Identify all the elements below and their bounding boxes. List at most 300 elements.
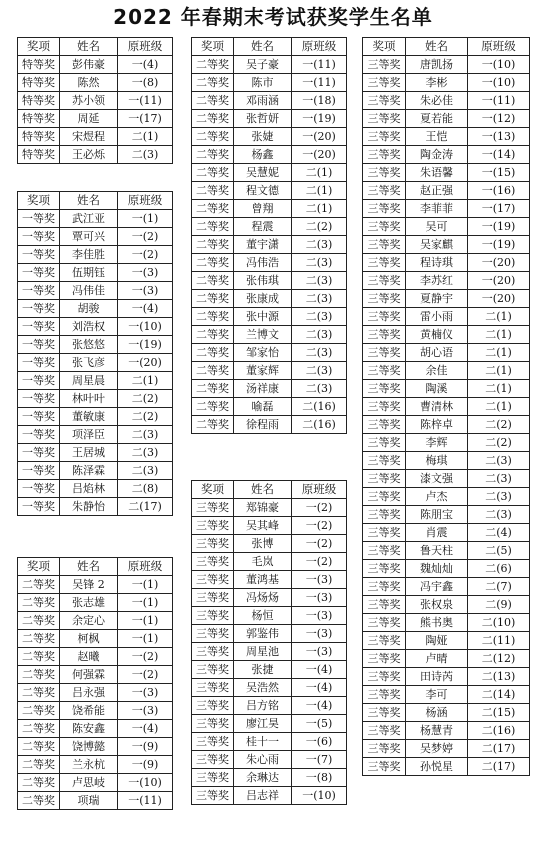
award-cell: 二等奖 [18,594,60,612]
award-cell: 三等奖 [363,578,406,596]
name-cell: 吴家麒 [406,236,468,254]
table-row [18,594,173,612]
award-cell: 三等奖 [363,110,406,128]
class-cell: 一(4) [292,697,347,715]
table-row [363,218,530,236]
name-cell: 程诗琪 [406,254,468,272]
table-row [18,612,173,630]
award-cell: 二等奖 [192,200,234,218]
class-cell: 一(17) [468,200,530,218]
table-row [363,632,530,650]
award-cell: 三等奖 [192,661,234,679]
name-cell: 陶金涛 [406,146,468,164]
award-cell: 二等奖 [18,792,60,810]
name-cell: 张志雄 [60,594,118,612]
name-cell: 李菲菲 [406,200,468,218]
name-cell: 陈朋宝 [406,506,468,524]
name-cell: 陈梓卓 [406,416,468,434]
table-row [18,246,173,264]
table-row [363,326,530,344]
award-cell: 二等奖 [18,720,60,738]
award-cell: 二等奖 [192,182,234,200]
name-header: 姓名 [234,38,292,56]
award-cell: 三等奖 [363,380,406,398]
table-row [192,416,347,434]
class-cell: 二(1) [468,362,530,380]
table-row [192,272,347,290]
class-cell: 一(3) [292,589,347,607]
table-row [18,56,173,74]
award-cell: 三等奖 [363,182,406,200]
class-cell: 一(3) [292,571,347,589]
class-cell: 二(16) [292,398,347,416]
table-row [18,264,173,282]
award-cell: 二等奖 [18,630,60,648]
name-cell: 冯宇鑫 [406,578,468,596]
award-cell: 三等奖 [363,128,406,146]
class-cell: 二(17) [118,498,173,516]
name-cell: 李可 [406,686,468,704]
table-row [18,390,173,408]
class-cell: 一(3) [118,282,173,300]
class-cell: 一(9) [118,738,173,756]
table-row [18,756,173,774]
class-cell: 二(17) [468,758,530,776]
table-row [192,236,347,254]
award-cell: 三等奖 [363,434,406,452]
name-cell: 项泽臣 [60,426,118,444]
award-cell: 三等奖 [192,589,234,607]
name-cell: 覃可兴 [60,228,118,246]
class-cell: 二(3) [118,462,173,480]
class-cell: 一(11) [118,792,173,810]
award-cell: 三等奖 [363,146,406,164]
table-row [192,326,347,344]
table-row [192,679,347,697]
class-cell: 一(1) [118,594,173,612]
award-cell: 三等奖 [363,506,406,524]
table-header-row [18,192,173,210]
name-cell: 柯枫 [60,630,118,648]
award-cell: 一等奖 [18,264,60,282]
award-cell: 三等奖 [363,758,406,776]
award-cell: 二等奖 [18,648,60,666]
class-cell: 二(3) [292,362,347,380]
table-header-row [363,38,530,56]
class-cell: 一(2) [292,517,347,535]
table-row [192,499,347,517]
award-cell: 三等奖 [363,488,406,506]
name-cell: 张悠悠 [60,336,118,354]
award-cell: 三等奖 [363,524,406,542]
class-cell: 一(9) [118,756,173,774]
class-cell: 二(6) [468,560,530,578]
award-cell: 三等奖 [192,679,234,697]
award-cell: 三等奖 [363,704,406,722]
class-cell: 一(19) [118,336,173,354]
table-row [363,290,530,308]
table-row [18,702,173,720]
class-cell: 二(3) [292,380,347,398]
class-cell: 二(3) [468,506,530,524]
class-cell: 一(20) [292,128,347,146]
name-cell: 饶博懿 [60,738,118,756]
class-cell: 一(4) [118,56,173,74]
award-cell: 二等奖 [192,56,234,74]
table-row [18,146,173,164]
name-cell: 吴可 [406,218,468,236]
table-row [192,146,347,164]
name-cell: 吴慧妮 [234,164,292,182]
table-row [192,362,347,380]
table-row [192,164,347,182]
name-cell: 冯伟浩 [234,254,292,272]
table-row [18,498,173,516]
name-cell: 汤祥康 [234,380,292,398]
table-row [18,228,173,246]
name-cell: 郑锦豪 [234,499,292,517]
table-row [363,506,530,524]
name-cell: 吕志祥 [234,787,292,805]
table-row [192,661,347,679]
award-cell: 三等奖 [363,416,406,434]
table-row [192,200,347,218]
class-header: 原班级 [118,192,173,210]
award-header: 奖项 [18,192,60,210]
award-cell: 三等奖 [363,398,406,416]
award-cell: 三等奖 [363,722,406,740]
award-cell: 二等奖 [192,236,234,254]
name-cell: 夏静宇 [406,290,468,308]
award-cell: 三等奖 [192,769,234,787]
table-row [363,758,530,776]
class-cell: 二(3) [118,426,173,444]
table-row [192,110,347,128]
name-cell: 陈泽霖 [60,462,118,480]
class-cell: 二(3) [292,344,347,362]
award-cell: 三等奖 [363,236,406,254]
class-cell: 二(14) [468,686,530,704]
class-cell: 一(10) [292,787,347,805]
award-cell: 一等奖 [18,444,60,462]
award-cell: 二等奖 [18,612,60,630]
award-cell: 二等奖 [192,308,234,326]
table-row [363,542,530,560]
table-row [18,648,173,666]
name-cell: 冯伟佳 [60,282,118,300]
class-cell: 一(19) [468,236,530,254]
award-cell: 一等奖 [18,246,60,264]
class-cell: 一(11) [292,74,347,92]
award-cell: 二等奖 [192,380,234,398]
table-row [192,697,347,715]
class-cell: 一(3) [118,702,173,720]
award-cell: 三等奖 [363,164,406,182]
award-cell: 三等奖 [192,733,234,751]
table-row [363,614,530,632]
class-cell: 二(1) [118,372,173,390]
name-cell: 伍期钰 [60,264,118,282]
award-cell: 二等奖 [192,74,234,92]
name-cell: 冯炀炀 [234,589,292,607]
award-cell: 三等奖 [363,92,406,110]
award-cell: 一等奖 [18,498,60,516]
table-row [18,282,173,300]
table-row [363,164,530,182]
name-cell: 喻磊 [234,398,292,416]
award-cell: 三等奖 [363,74,406,92]
table-row [192,553,347,571]
class-cell: 二(15) [468,704,530,722]
name-cell: 曾翔 [234,200,292,218]
name-cell: 赵正强 [406,182,468,200]
table-row [192,715,347,733]
class-cell: 一(17) [118,110,173,128]
name-cell: 梅琪 [406,452,468,470]
name-cell: 张博 [234,535,292,553]
award-cell: 二等奖 [192,164,234,182]
name-cell: 林叶叶 [60,390,118,408]
name-cell: 程文德 [234,182,292,200]
class-cell: 一(10) [118,774,173,792]
table-row [18,372,173,390]
award-cell: 二等奖 [18,738,60,756]
award-cell: 三等奖 [363,614,406,632]
table-row [18,110,173,128]
name-cell: 曹清林 [406,398,468,416]
class-cell: 二(1) [292,200,347,218]
name-cell: 吴浩然 [234,679,292,697]
award-cell: 二等奖 [192,110,234,128]
class-cell: 二(2) [118,390,173,408]
award-cell: 三等奖 [363,452,406,470]
table-row [192,308,347,326]
name-cell: 吴其峰 [234,517,292,535]
name-cell: 陈然 [60,74,118,92]
award-cell: 特等奖 [18,74,60,92]
table-row [363,200,530,218]
class-cell: 一(2) [292,499,347,517]
award-cell: 三等奖 [363,632,406,650]
name-cell: 胡骏 [60,300,118,318]
name-cell: 张中源 [234,308,292,326]
name-cell: 魏灿灿 [406,560,468,578]
name-cell: 刘浩权 [60,318,118,336]
name-cell: 桂十一 [234,733,292,751]
name-cell: 徐程雨 [234,416,292,434]
table-row [363,254,530,272]
class-cell: 二(8) [118,480,173,498]
table-row [363,56,530,74]
table-row [192,92,347,110]
table-row [192,535,347,553]
table-row [18,684,173,702]
award-cell: 三等奖 [363,596,406,614]
table-row [363,128,530,146]
table-row [192,625,347,643]
name-header: 姓名 [60,38,118,56]
class-header: 原班级 [468,38,530,56]
class-cell: 一(20) [468,290,530,308]
name-cell: 夏若能 [406,110,468,128]
name-cell: 余定心 [60,612,118,630]
class-cell: 一(2) [118,648,173,666]
class-cell: 一(1) [118,210,173,228]
award-cell: 三等奖 [192,643,234,661]
name-cell: 朱必佳 [406,92,468,110]
award-cell: 特等奖 [18,92,60,110]
class-cell: 二(5) [468,542,530,560]
name-cell: 董鸿基 [234,571,292,589]
award-cell: 二等奖 [192,362,234,380]
class-cell: 一(1) [118,576,173,594]
award-cell: 二等奖 [18,774,60,792]
name-cell: 杨涵 [406,704,468,722]
name-cell: 张婕 [234,128,292,146]
award-cell: 二等奖 [18,756,60,774]
award-header: 奖项 [18,38,60,56]
name-cell: 卢思岐 [60,774,118,792]
name-cell: 熊书奥 [406,614,468,632]
class-cell: 一(3) [118,264,173,282]
class-cell: 二(1) [468,308,530,326]
class-cell: 二(1) [468,326,530,344]
class-cell: 二(13) [468,668,530,686]
name-cell: 邹家怡 [234,344,292,362]
name-cell: 董敏康 [60,408,118,426]
award-cell: 三等奖 [192,697,234,715]
award-table-second-a [17,557,173,810]
award-cell: 一等奖 [18,228,60,246]
name-cell: 朱静怡 [60,498,118,516]
class-cell: 二(16) [292,416,347,434]
name-cell: 吕方铭 [234,697,292,715]
class-cell: 二(3) [292,272,347,290]
table-row [192,589,347,607]
name-cell: 张哲妍 [234,110,292,128]
table-row [363,560,530,578]
class-cell: 一(19) [292,110,347,128]
table-row [363,650,530,668]
award-cell: 一等奖 [18,336,60,354]
name-cell: 唐凯扬 [406,56,468,74]
class-cell: 一(16) [468,182,530,200]
class-cell: 二(3) [118,146,173,164]
name-cell: 廖江昊 [234,715,292,733]
table-header-row [18,558,173,576]
class-cell: 二(1) [468,380,530,398]
class-cell: 一(13) [468,128,530,146]
name-cell: 杨慧青 [406,722,468,740]
award-cell: 三等奖 [363,308,406,326]
name-cell: 李辉 [406,434,468,452]
name-header: 姓名 [234,481,292,499]
name-cell: 董家辉 [234,362,292,380]
award-cell: 二等奖 [18,576,60,594]
name-cell: 孙悦星 [406,758,468,776]
name-cell: 杨鑫 [234,146,292,164]
name-cell: 漆文强 [406,470,468,488]
name-cell: 张权泉 [406,596,468,614]
class-cell: 一(2) [118,666,173,684]
award-cell: 三等奖 [192,607,234,625]
name-cell: 宋煜程 [60,128,118,146]
table-row [363,470,530,488]
class-cell: 二(7) [468,578,530,596]
table-row [18,318,173,336]
award-cell: 二等奖 [192,254,234,272]
award-cell: 三等奖 [192,625,234,643]
class-cell: 二(17) [468,740,530,758]
class-cell: 一(4) [118,720,173,738]
name-cell: 张飞彦 [60,354,118,372]
award-cell: 三等奖 [363,56,406,74]
award-cell: 三等奖 [363,290,406,308]
award-cell: 三等奖 [363,326,406,344]
award-cell: 三等奖 [363,470,406,488]
table-row [363,488,530,506]
class-cell: 二(2) [468,416,530,434]
table-row [192,787,347,805]
table-row [363,236,530,254]
class-header: 原班级 [118,38,173,56]
name-cell: 张康成 [234,290,292,308]
class-cell: 二(1) [468,398,530,416]
table-row [192,751,347,769]
award-cell: 二等奖 [192,398,234,416]
class-cell: 一(11) [468,92,530,110]
award-cell: 三等奖 [363,344,406,362]
class-cell: 二(12) [468,650,530,668]
award-cell: 三等奖 [192,715,234,733]
award-cell: 一等奖 [18,300,60,318]
name-cell: 兰永杭 [60,756,118,774]
table-row [18,426,173,444]
table-row [363,668,530,686]
class-cell: 一(4) [118,300,173,318]
name-cell: 王恺 [406,128,468,146]
award-cell: 二等奖 [192,290,234,308]
class-header: 原班级 [292,38,347,56]
page-title: 2022 年春期末考试获奖学生名单 [113,5,433,29]
table-row [363,110,530,128]
table-header-row [192,481,347,499]
class-cell: 二(3) [468,470,530,488]
award-cell: 三等奖 [363,218,406,236]
name-cell: 肖震 [406,524,468,542]
class-cell: 一(1) [118,630,173,648]
name-header: 姓名 [406,38,468,56]
table-row [18,774,173,792]
award-cell: 一等奖 [18,462,60,480]
name-cell: 杨恒 [234,607,292,625]
name-cell: 陶溪 [406,380,468,398]
class-cell: 一(19) [468,218,530,236]
award-cell: 三等奖 [363,740,406,758]
class-header: 原班级 [118,558,173,576]
table-row [18,792,173,810]
name-cell: 鲁天柱 [406,542,468,560]
class-cell: 一(10) [468,74,530,92]
name-cell: 吴梦婷 [406,740,468,758]
class-cell: 一(18) [292,92,347,110]
class-cell: 一(2) [118,246,173,264]
table-row [363,146,530,164]
class-cell: 二(3) [292,326,347,344]
name-cell: 张捷 [234,661,292,679]
award-cell: 三等奖 [363,560,406,578]
class-cell: 一(8) [292,769,347,787]
